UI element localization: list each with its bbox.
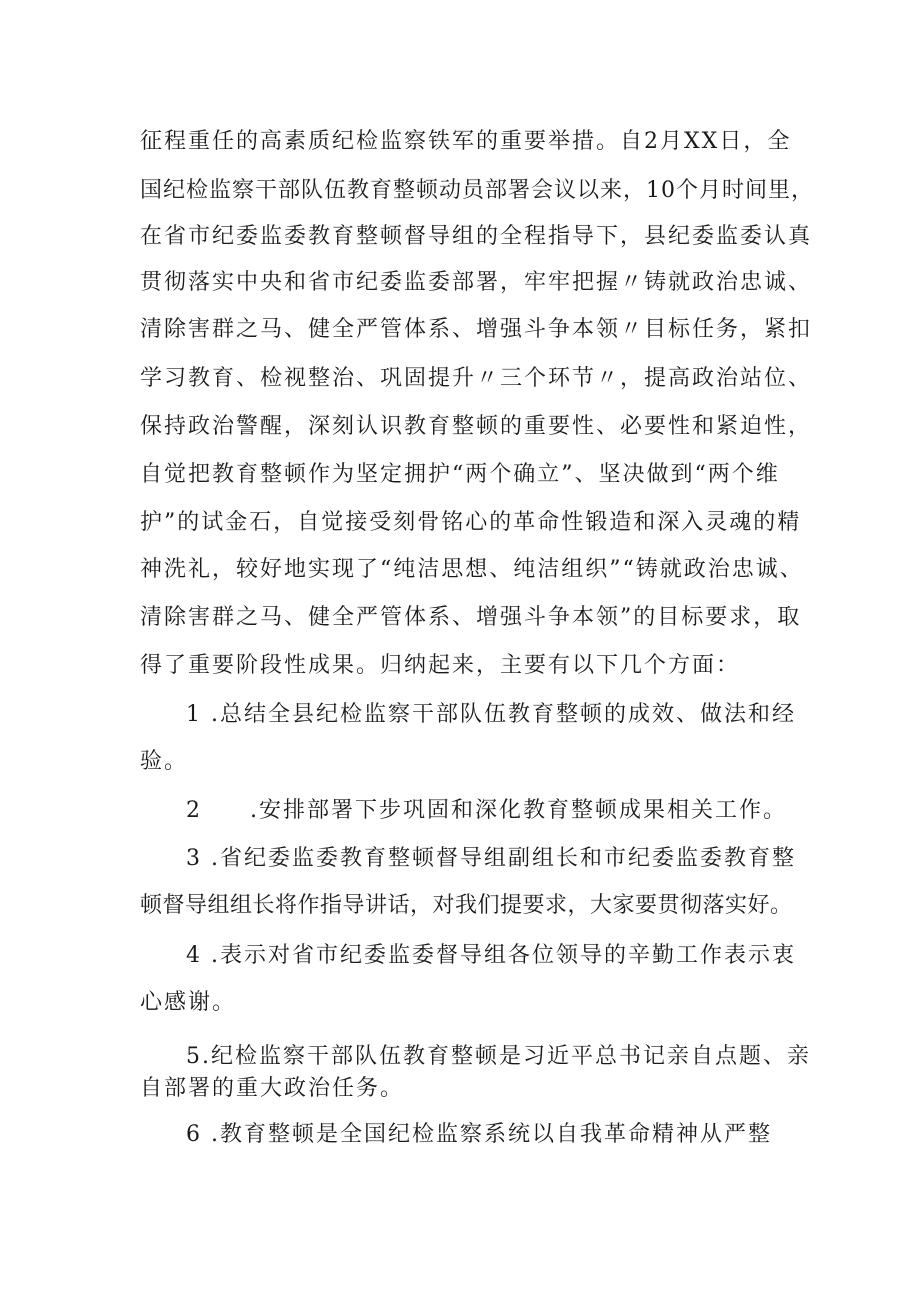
list-item-2: 2 .安排部署下步巩固和深化教育整顿成果相关工作。 xyxy=(186,798,787,823)
paragraph-line: 清除害群之马、健全严管体系、增强斗争本领〃目标任务，紧扣 xyxy=(140,317,813,342)
paragraph-line: 护”的试金石，自觉接受刻骨铭心的革命性锻造和深入灵魂的精 xyxy=(140,510,802,535)
paragraph-line: 学习教育、检视整治、巩固提升〃三个环节〃，提高政治站位、 xyxy=(140,366,813,391)
list-item-1-continued: 验。 xyxy=(140,749,189,774)
paragraph-line: 国纪检监察干部队伍教育整顿动员部署会议以来，10个月时间里， xyxy=(140,178,814,203)
list-item-5: 5.纪检监察干部队伍教育整顿是习近平总书记亲自点题、亲 xyxy=(186,1044,811,1069)
paragraph-line: 贯彻落实中央和省市纪委监委部署，牢牢把握〃铸就政治忠诚、 xyxy=(140,270,813,295)
list-item-5-continued: 自部署的重大政治任务。 xyxy=(140,1076,405,1101)
list-item-3-continued: 顿督导组组长将作指导讲话，对我们提要求，大家要贯彻落实好。 xyxy=(140,893,793,918)
paragraph-line: 得了重要阶段性成果。归纳起来，主要有以下几个方面： xyxy=(140,653,741,678)
list-item-6: 6 .教育整顿是全国纪检监察系统以自我革命精神从严整 xyxy=(186,1122,772,1147)
list-item-3: 3 .省纪委监委教育整顿督导组副组长和市纪委监委教育整 xyxy=(186,846,796,871)
paragraph-line: 征程重任的高素质纪检监察铁军的重要举措。自2月XX日，全 xyxy=(140,129,792,154)
paragraph-line: 自觉把教育整顿作为坚定拥护“两个确立”、坚决做到“两个维 xyxy=(140,462,780,487)
paragraph-line: 在省市纪委监委教育整顿督导组的全程指导下，县纪委监委认真 xyxy=(140,224,813,249)
paragraph-line: 神洗礼，较好地实现了“纯洁思想、纯洁组织”“铸就政治忠诚、 xyxy=(140,557,804,582)
list-item-4: 4 .表示对省市纪委监委督导组各位领导的辛勤工作表示衷 xyxy=(186,943,796,968)
list-item-1: 1 .总结全县纪检监察干部队伍教育整顿的成效、做法和经 xyxy=(186,702,796,727)
paragraph-line: 保持政治警醒，深刻认识教育整顿的重要性、必要性和紧迫性， xyxy=(140,414,813,439)
paragraph-line: 清除害群之马、健全严管体系、增强斗争本领”的目标要求，取 xyxy=(140,605,802,630)
list-item-4-continued: 心感谢。 xyxy=(140,990,237,1015)
